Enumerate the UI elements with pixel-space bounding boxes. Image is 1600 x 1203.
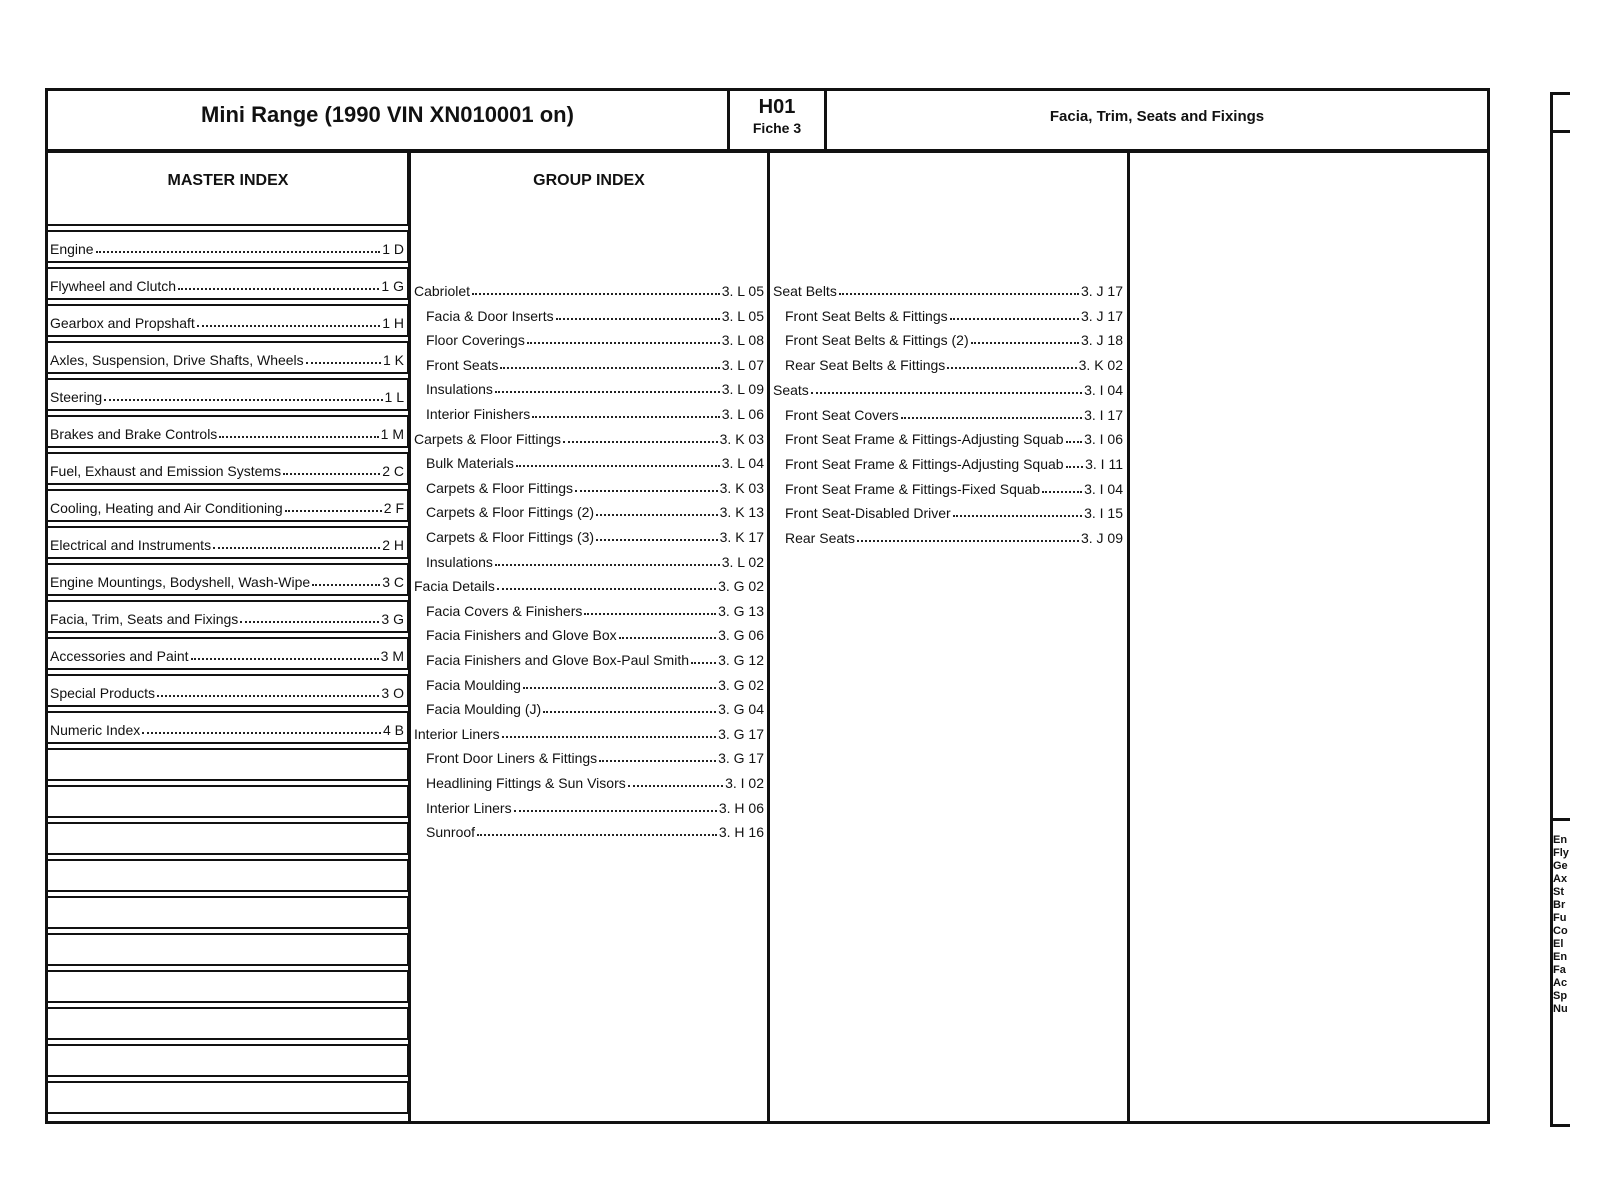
group-index-item-ref: 3. G 04 bbox=[718, 701, 764, 718]
group-index-item-ref: 3. H 16 bbox=[718, 824, 764, 841]
leader-dots bbox=[950, 318, 1079, 320]
group-index-item bbox=[414, 576, 764, 594]
group-index-heading: GROUP INDEX bbox=[533, 172, 645, 189]
group-index-item-ref: 3. J 09 bbox=[1080, 530, 1123, 546]
group-index-item-ref: 3. J 18 bbox=[1080, 332, 1123, 349]
leader-dots bbox=[839, 293, 1079, 295]
group-index-item bbox=[785, 355, 1123, 373]
leader-dots bbox=[472, 293, 720, 295]
group-index-item-ref: 3. L 06 bbox=[721, 406, 764, 422]
group-index-item bbox=[426, 502, 764, 520]
master-index-item-label: Gearbox and Propshaft bbox=[50, 315, 195, 331]
master-index-cell bbox=[46, 1081, 409, 1114]
master-index-item-ref: 1 L bbox=[384, 389, 404, 405]
leader-dots bbox=[514, 810, 717, 812]
group-index-item-ref: 3. G 17 bbox=[718, 725, 764, 742]
leader-dots bbox=[857, 540, 1079, 542]
leader-dots bbox=[971, 342, 1079, 344]
group-index-item-ref: 3. K 17 bbox=[719, 529, 764, 545]
group-index-item-label: Facia Finishers and Glove Box bbox=[426, 627, 617, 644]
group-index-item bbox=[426, 355, 764, 373]
group-index-item-label: Front Seat Belts & Fittings bbox=[785, 307, 948, 324]
adjacent-page-fragment: Fly bbox=[1553, 847, 1569, 859]
group-index-item-ref: 3. I 15 bbox=[1084, 505, 1123, 522]
leader-dots bbox=[599, 760, 716, 762]
leader-dots bbox=[191, 658, 379, 660]
adjacent-page-fragment: Co bbox=[1553, 925, 1568, 937]
group-index-item-label: Facia Finishers and Glove Box-Paul Smith bbox=[426, 652, 689, 668]
group-index-item bbox=[426, 404, 764, 422]
leader-dots bbox=[556, 318, 720, 320]
master-index-item bbox=[50, 461, 404, 479]
leader-dots bbox=[142, 732, 381, 734]
master-index-cell bbox=[46, 748, 409, 781]
adjacent-page-tick bbox=[1550, 92, 1570, 95]
adjacent-page-fragment: Ax bbox=[1553, 873, 1568, 885]
group-index-item bbox=[426, 601, 764, 619]
adjacent-page-fragment: St bbox=[1553, 886, 1564, 898]
group-index-item-label: Interior Finishers bbox=[426, 406, 531, 422]
master-index-item-ref: 3 M bbox=[380, 648, 404, 664]
group-index-item bbox=[426, 552, 764, 570]
group-index-item bbox=[426, 650, 764, 668]
master-index-item-label: Brakes and Brake Controls bbox=[50, 426, 218, 442]
leader-dots bbox=[811, 392, 1082, 394]
leader-dots bbox=[213, 547, 380, 549]
group-index-item-label: Floor Coverings bbox=[426, 332, 525, 349]
group-index-item bbox=[785, 405, 1123, 423]
group-index-item-label: Facia Moulding bbox=[426, 676, 521, 693]
leader-dots bbox=[523, 687, 716, 689]
group-index-item-ref: 3. L 09 bbox=[721, 381, 764, 398]
leader-dots bbox=[596, 539, 718, 541]
group-index-item-label: Carpets & Floor Fittings (3) bbox=[426, 529, 595, 545]
group-index-item bbox=[426, 453, 764, 471]
leader-dots bbox=[596, 514, 718, 516]
master-index-item-ref: 1 K bbox=[382, 352, 404, 368]
group-index-item-label: Interior Liners bbox=[414, 725, 500, 742]
leader-dots bbox=[584, 613, 716, 615]
leader-dots bbox=[502, 736, 716, 738]
group-index-item-label: Interior Liners bbox=[426, 799, 512, 816]
adjacent-page-fragment: El bbox=[1553, 938, 1564, 950]
group-index-item bbox=[785, 306, 1123, 324]
master-index-item-label: Axles, Suspension, Drive Shafts, Wheels bbox=[50, 352, 304, 368]
leader-dots bbox=[953, 515, 1082, 517]
section-title: Facia, Trim, Seats and Fixings bbox=[1049, 108, 1265, 125]
leader-dots bbox=[516, 465, 720, 467]
master-index-item-ref: 2 F bbox=[383, 500, 404, 516]
master-index-item-label: Special Products bbox=[50, 685, 156, 701]
group-index-item-label: Insulations bbox=[426, 381, 493, 398]
group-index-item-ref: 3. G 17 bbox=[718, 750, 764, 767]
leader-dots bbox=[500, 367, 719, 369]
group-index-item-label: Carpets & Floor Fittings bbox=[414, 430, 562, 447]
master-index-item bbox=[50, 572, 404, 590]
leader-dots bbox=[527, 342, 720, 344]
leader-dots bbox=[178, 288, 379, 290]
master-index-item-label: Numeric Index bbox=[50, 722, 141, 738]
group-index-item bbox=[414, 724, 764, 742]
group-index-item bbox=[426, 379, 764, 397]
group-index-item-ref: 3. K 03 bbox=[719, 479, 764, 496]
group-index-item-ref: 3. L 04 bbox=[721, 455, 764, 472]
leader-dots bbox=[157, 695, 379, 697]
adjacent-page-fragment: Br bbox=[1553, 899, 1566, 911]
column-divider-3 bbox=[1127, 150, 1130, 1124]
leader-dots bbox=[1042, 491, 1082, 493]
master-index-item-label: Engine bbox=[50, 241, 94, 257]
group-index-item bbox=[426, 748, 764, 766]
master-index-item-label: Fuel, Exhaust and Emission Systems bbox=[50, 463, 282, 479]
group-index-item-label: Front Seat Frame & Fittings-Fixed Squab bbox=[785, 480, 1041, 497]
master-index-item-ref: 1 D bbox=[382, 241, 404, 257]
master-index-cell bbox=[46, 822, 409, 855]
group-index-item-label: Front Seats bbox=[426, 356, 499, 373]
group-index-item-ref: 3. G 02 bbox=[718, 676, 764, 693]
leader-dots bbox=[628, 785, 723, 787]
group-index-item-label: Front Seat Covers bbox=[785, 406, 899, 423]
master-index-item-ref: 1 M bbox=[380, 426, 404, 442]
group-index-item bbox=[785, 330, 1123, 348]
group-index-item-ref: 3. L 08 bbox=[721, 332, 764, 349]
group-index-item bbox=[785, 528, 1123, 546]
group-index-item bbox=[773, 281, 1123, 299]
master-index-item-ref: 3 C bbox=[382, 574, 404, 590]
group-index-item-ref: 3. I 04 bbox=[1084, 480, 1123, 497]
master-index-item bbox=[50, 387, 404, 405]
group-index-item bbox=[426, 699, 764, 717]
master-index-item-ref: 3 O bbox=[381, 685, 404, 701]
group-index-item-ref: 3. K 13 bbox=[719, 504, 764, 521]
group-index-item-label: Front Seat Belts & Fittings (2) bbox=[785, 332, 969, 349]
master-index-item-ref: 2 C bbox=[382, 463, 404, 479]
leader-dots bbox=[495, 391, 720, 393]
master-index-cell bbox=[46, 933, 409, 966]
master-index-item-label: Facia, Trim, Seats and Fixings bbox=[50, 611, 239, 627]
master-index-item bbox=[50, 350, 404, 368]
group-index-item-label: Front Seat Frame & Fittings-Adjusting Squab bbox=[785, 455, 1064, 472]
group-index-item-label: Seat Belts bbox=[773, 283, 837, 299]
master-index-item-ref: 1 G bbox=[381, 278, 404, 294]
group-index-item-ref: 3. L 05 bbox=[721, 283, 764, 299]
group-index-item-ref: 3. L 07 bbox=[721, 356, 764, 373]
leader-dots bbox=[619, 637, 716, 639]
leader-dots bbox=[1066, 466, 1084, 468]
group-index-item-label: Sunroof bbox=[426, 824, 476, 841]
master-index-item-label: Cooling, Heating and Air Conditioning bbox=[50, 500, 283, 516]
master-index-item bbox=[50, 239, 404, 257]
master-index-item bbox=[50, 683, 404, 701]
master-index-item bbox=[50, 498, 404, 516]
master-index-item bbox=[50, 535, 404, 553]
master-index-item-ref: 3 G bbox=[381, 611, 404, 627]
master-index-item-label: Engine Mountings, Bodyshell, Wash-Wipe bbox=[50, 574, 311, 590]
leader-dots bbox=[901, 417, 1082, 419]
master-index-heading: MASTER INDEX bbox=[167, 172, 289, 189]
master-index-item bbox=[50, 609, 404, 627]
group-index-item-label: Front Seat-Disabled Driver bbox=[785, 505, 951, 522]
group-index-item-label: Rear Seats bbox=[785, 530, 856, 546]
leader-dots bbox=[575, 490, 718, 492]
group-index-item-ref: 3. J 17 bbox=[1080, 283, 1123, 299]
group-index-item bbox=[414, 281, 764, 299]
group-index-item-ref: 3. G 13 bbox=[718, 602, 764, 619]
adjacent-page-fragment: Fa bbox=[1553, 964, 1566, 976]
group-index-item-ref: 3. I 17 bbox=[1084, 406, 1123, 423]
master-index-cell bbox=[46, 1044, 409, 1077]
group-index-item-label: Facia Details bbox=[414, 578, 495, 595]
group-index-item-ref: 3. I 02 bbox=[725, 775, 764, 791]
master-index-item-ref: 4 B bbox=[382, 722, 404, 738]
group-index-item-label: Front Seat Frame & Fittings-Adjusting Squab bbox=[785, 431, 1064, 448]
group-index-item-label: Seats bbox=[773, 381, 809, 398]
group-index-item bbox=[426, 625, 764, 643]
leader-dots bbox=[947, 367, 1076, 369]
leader-dots bbox=[104, 399, 382, 401]
group-index-item bbox=[426, 330, 764, 348]
leader-dots bbox=[285, 510, 382, 512]
master-index-item bbox=[50, 276, 404, 294]
master-index-item-label: Flywheel and Clutch bbox=[50, 278, 177, 294]
group-index-item bbox=[426, 306, 764, 324]
leader-dots bbox=[240, 621, 379, 623]
master-index-cell bbox=[46, 859, 409, 892]
group-index-item-ref: 3. G 12 bbox=[718, 652, 764, 668]
adjacent-page-fragment: En bbox=[1553, 951, 1568, 963]
leader-dots bbox=[477, 834, 717, 836]
group-index-item bbox=[426, 478, 764, 496]
leader-dots bbox=[96, 251, 381, 253]
group-index-item-label: Facia Moulding (J) bbox=[426, 701, 542, 718]
leader-dots bbox=[543, 711, 716, 713]
group-index-item-ref: 3. L 02 bbox=[721, 553, 764, 570]
group-index-item-label: Carpets & Floor Fittings bbox=[426, 479, 574, 496]
group-index-item-label: Carpets & Floor Fittings (2) bbox=[426, 504, 595, 521]
group-index-item-label: Insulations bbox=[426, 553, 493, 570]
group-index-item bbox=[426, 675, 764, 693]
group-index-item-label: Facia Covers & Finishers bbox=[426, 602, 583, 619]
group-index-item-ref: 3. K 02 bbox=[1078, 357, 1123, 374]
group-index-item-ref: 3. J 17 bbox=[1080, 307, 1123, 324]
group-index-item-ref: 3. I 11 bbox=[1085, 455, 1123, 472]
group-index-item-label: Rear Seat Belts & Fittings bbox=[785, 357, 946, 374]
group-index-item-ref: 3. H 06 bbox=[718, 799, 764, 816]
group-index-item bbox=[785, 479, 1123, 497]
adjacent-page-fragment: Ac bbox=[1553, 977, 1568, 989]
leader-dots bbox=[312, 584, 380, 586]
group-index-item-ref: 3. L 05 bbox=[721, 307, 764, 324]
leader-dots bbox=[563, 441, 718, 443]
adjacent-page-fragment: Fu bbox=[1553, 912, 1567, 924]
leader-dots bbox=[219, 436, 378, 438]
group-index-item bbox=[426, 822, 764, 840]
group-index-item-label: Front Door Liners & Fittings bbox=[426, 750, 598, 767]
master-index-item bbox=[50, 720, 404, 738]
group-index-item bbox=[785, 454, 1123, 472]
group-index-item-label: Bulk Materials bbox=[426, 455, 514, 472]
adjacent-page-fragment: Ge bbox=[1553, 860, 1568, 872]
group-index-item-label: Cabriolet bbox=[414, 283, 471, 299]
adjacent-page-fragment: Sp bbox=[1553, 990, 1568, 1002]
group-index-item-ref: 3. I 06 bbox=[1084, 431, 1123, 448]
group-index-item bbox=[414, 429, 764, 447]
leader-dots bbox=[495, 564, 720, 566]
group-index-item bbox=[773, 380, 1123, 398]
master-index-cell bbox=[46, 785, 409, 818]
group-index-item bbox=[426, 798, 764, 816]
group-index-item-label: Headlining Fittings & Sun Visors bbox=[426, 775, 626, 791]
group-index-item bbox=[426, 773, 764, 791]
column-divider-2 bbox=[767, 150, 770, 1124]
group-index-item-ref: 3. I 04 bbox=[1084, 381, 1123, 398]
adjacent-page-fragment: Nu bbox=[1553, 1003, 1568, 1015]
master-index-item-ref: 2 H bbox=[382, 537, 404, 553]
group-index-item-label: Facia & Door Inserts bbox=[426, 307, 554, 324]
fiche-code: H01 bbox=[758, 96, 796, 118]
leader-dots bbox=[197, 325, 380, 327]
master-index-cell bbox=[46, 896, 409, 929]
master-index-item-ref: 1 H bbox=[382, 315, 404, 331]
master-index-item-label: Electrical and Instruments bbox=[50, 537, 212, 553]
master-index-item-label: Accessories and Paint bbox=[50, 648, 189, 664]
fiche-number: Fiche 3 bbox=[752, 120, 802, 136]
master-index-cell bbox=[46, 970, 409, 1003]
page-title: Mini Range (1990 VIN XN010001 on) bbox=[201, 102, 574, 127]
group-index-item bbox=[785, 503, 1123, 521]
master-index-item bbox=[50, 646, 404, 664]
adjacent-page-tick bbox=[1550, 818, 1570, 821]
leader-dots bbox=[1066, 441, 1083, 443]
leader-dots bbox=[283, 473, 380, 475]
leader-dots bbox=[306, 362, 381, 364]
group-index-item-ref: 3. G 02 bbox=[718, 578, 764, 595]
master-index-item bbox=[50, 424, 404, 442]
group-index-item bbox=[785, 429, 1123, 447]
master-index-item-label: Steering bbox=[50, 389, 103, 405]
master-index-item bbox=[50, 313, 404, 331]
leader-dots bbox=[497, 588, 716, 590]
group-index-item-ref: 3. G 06 bbox=[718, 627, 764, 644]
adjacent-page-tick bbox=[1550, 1124, 1570, 1127]
leader-dots bbox=[532, 416, 719, 418]
master-index-cell bbox=[46, 1007, 409, 1040]
adjacent-page-fragment: En bbox=[1553, 834, 1568, 846]
group-index-item-ref: 3. K 03 bbox=[719, 430, 764, 447]
adjacent-page-tick bbox=[1550, 130, 1570, 133]
group-index-item bbox=[426, 527, 764, 545]
leader-dots bbox=[691, 662, 716, 664]
